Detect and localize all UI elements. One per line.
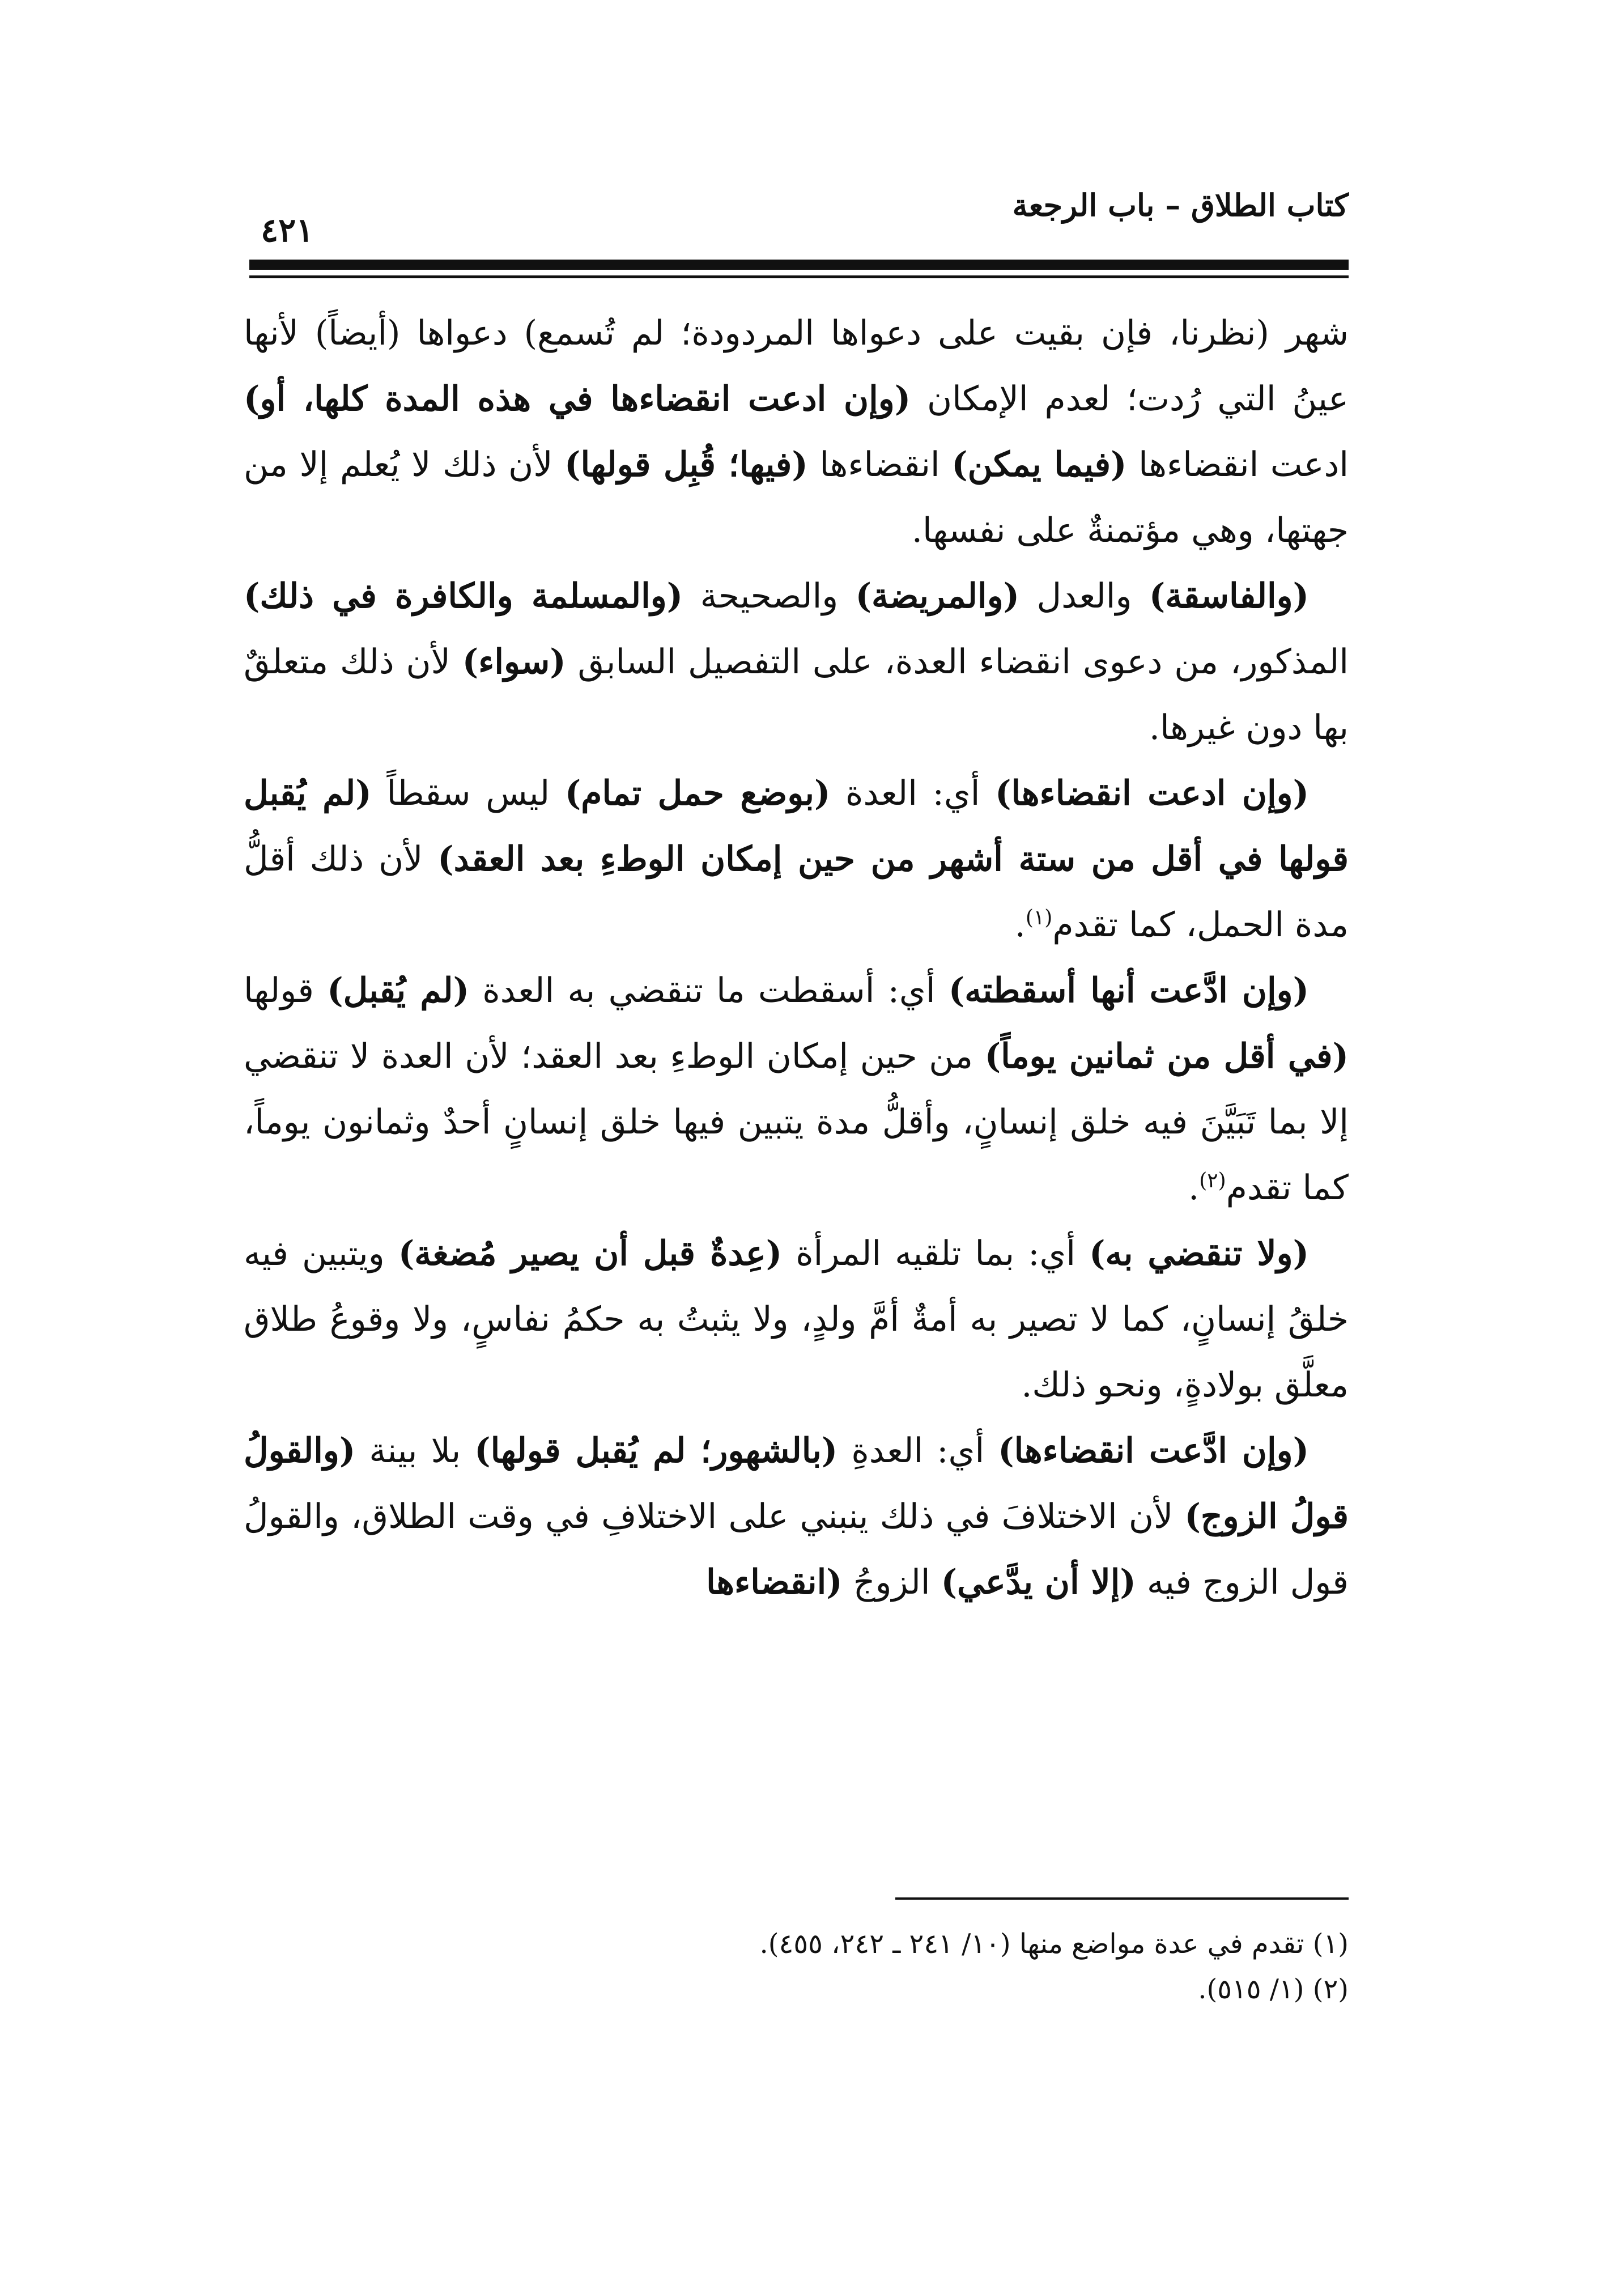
- matn-text: (لم يُقبل): [327, 971, 469, 1010]
- sharh-text: أي: بما تلقيه المرأة: [782, 1234, 1090, 1273]
- matn-text: (عِدةٌ قبل أن يصير مُضغة): [398, 1234, 783, 1273]
- paragraph-6: [244, 1418, 1349, 1615]
- header-title: كتاب الطلاق – باب الرجعة: [1012, 187, 1349, 223]
- matn-text: (والقولُ قولُ الزوج): [244, 1431, 1349, 1536]
- matn-text: (والمريضة): [855, 576, 1020, 616]
- footnote-1: (١) تقدم في عدة مواضع منها (١٠/ ٢٤١ ـ ٢٤٢، ٤٥٥).: [759, 1928, 1349, 1960]
- matn-text: (فيها؛ قُبِل قولها): [564, 445, 808, 485]
- matn-text: (والمسلمة والكافرة في ذلك): [244, 576, 683, 616]
- paragraph-1: [244, 300, 1349, 563]
- matn-text: (فيما يمكن): [951, 445, 1127, 485]
- paragraph-5: [244, 1221, 1349, 1418]
- header-rule-thin: [249, 275, 1349, 278]
- matn-text: (وإن ادعت انقضاءها): [995, 774, 1309, 813]
- matn-text: (بوضع حمل تمام): [564, 774, 831, 813]
- running-header: [249, 187, 1349, 266]
- matn-text: (وإن ادَّعت أنها أسقطته): [948, 971, 1309, 1010]
- matn-text: (لم يُقبل قولها في أقل من ستة أشهر من حين إمكان الوطءِ بعد العقد): [244, 774, 1349, 879]
- sharh-text: ليس سقطاً: [371, 774, 565, 813]
- matn-text: (انقضاءها: [706, 1562, 843, 1602]
- sharh-text: .: [1188, 1168, 1200, 1208]
- sharh-text: لأن ذلك لا يُعلم إلا من جهتها، وهي مؤتمنةٌ على نفسها.: [244, 445, 1349, 550]
- sharh-text: المذكور، من دعوى انقضاء العدة، على التفصيل السابق: [566, 642, 1349, 682]
- sharh-text: لأن ذلك متعلقٌ بها دون غيرها.: [244, 642, 1349, 748]
- sharh-text: أي: العدةِ: [837, 1431, 998, 1471]
- page-number: ٤٢١: [261, 211, 314, 249]
- footnote-separator: [895, 1897, 1349, 1900]
- sharh-text: .: [1014, 905, 1026, 945]
- main-text: [244, 300, 1349, 1615]
- paragraph-4: [244, 958, 1349, 1221]
- matn-text: (والفاسقة): [1149, 576, 1310, 616]
- matn-text: (وإن ادعت انقضاءها في هذه المدة كلها، أو): [244, 379, 911, 419]
- matn-text: (في أقل من ثمانين يوماً): [984, 1037, 1349, 1076]
- matn-text: (إلا أن يدَّعي): [941, 1562, 1136, 1602]
- footnote-marker: (١): [1025, 906, 1053, 929]
- sharh-text: ادعت انقضاءها: [1126, 445, 1349, 485]
- footnote-marker: (٢): [1199, 1169, 1226, 1192]
- sharh-text: والصحيحة: [683, 576, 856, 616]
- matn-text: (ولا تنقضي به): [1089, 1234, 1310, 1273]
- sharh-text: أي: أسقطت ما تنقضي به العدة: [469, 971, 949, 1010]
- sharh-text: انقضاءها: [807, 445, 952, 485]
- sharh-text: شهر (نظرنا، فإن بقيت على دعواها المردودة؛ لم تُسمع) دعواها (أيضاً) لأنها عينُ التي رُدت؛ لعدم الإمكان: [244, 313, 1349, 419]
- sharh-text: أي: العدة: [830, 774, 996, 813]
- sharh-text: قولها: [244, 971, 328, 1010]
- matn-text: (سواء): [462, 642, 566, 682]
- sharh-text: الزوجُ: [842, 1562, 941, 1602]
- sharh-text: لأن الاختلافَ في ذلك ينبني على الاختلافِ في وقت الطلاق، والقولُ قول الزوج فيه: [244, 1497, 1349, 1602]
- paragraph-2: [244, 563, 1349, 761]
- footnote-2: (٢) (١/ ٥١٥).: [1198, 1973, 1349, 2005]
- matn-text: (بالشهور؛ لم يُقبل قولها): [474, 1431, 838, 1471]
- footnotes: [244, 1921, 1349, 2012]
- sharh-text: ويتبين فيه خلقُ إنسانٍ، كما لا تصير به أمةٌ أمَّ ولدٍ، ولا يثبتُ به حكمُ نفاسٍ، ولا وقوعُ طلاق معلَّق بولادةٍ، ونحو ذلك.: [244, 1234, 1349, 1405]
- matn-text: (وإن ادَّعت انقضاءها): [998, 1431, 1309, 1471]
- header-rule-thick: [249, 260, 1349, 270]
- sharh-text: والعدل: [1019, 576, 1149, 616]
- paragraph-3: [244, 761, 1349, 958]
- sharh-text: من حين إمكان الوطءِ بعد العقد؛ لأن العدة لا تنقضي إلا بما تَبَيَّنَ فيه خلق إنسانٍ، وأقلُّ مدة يتبين فيها خلق إنسانٍ أحدٌ وثمانون يوماً، كما تقدم: [244, 1037, 1349, 1208]
- sharh-text: لأن ذلك أقلُّ مدة الحمل، كما تقدم: [244, 839, 1349, 945]
- sharh-text: بلا بينة: [355, 1431, 475, 1471]
